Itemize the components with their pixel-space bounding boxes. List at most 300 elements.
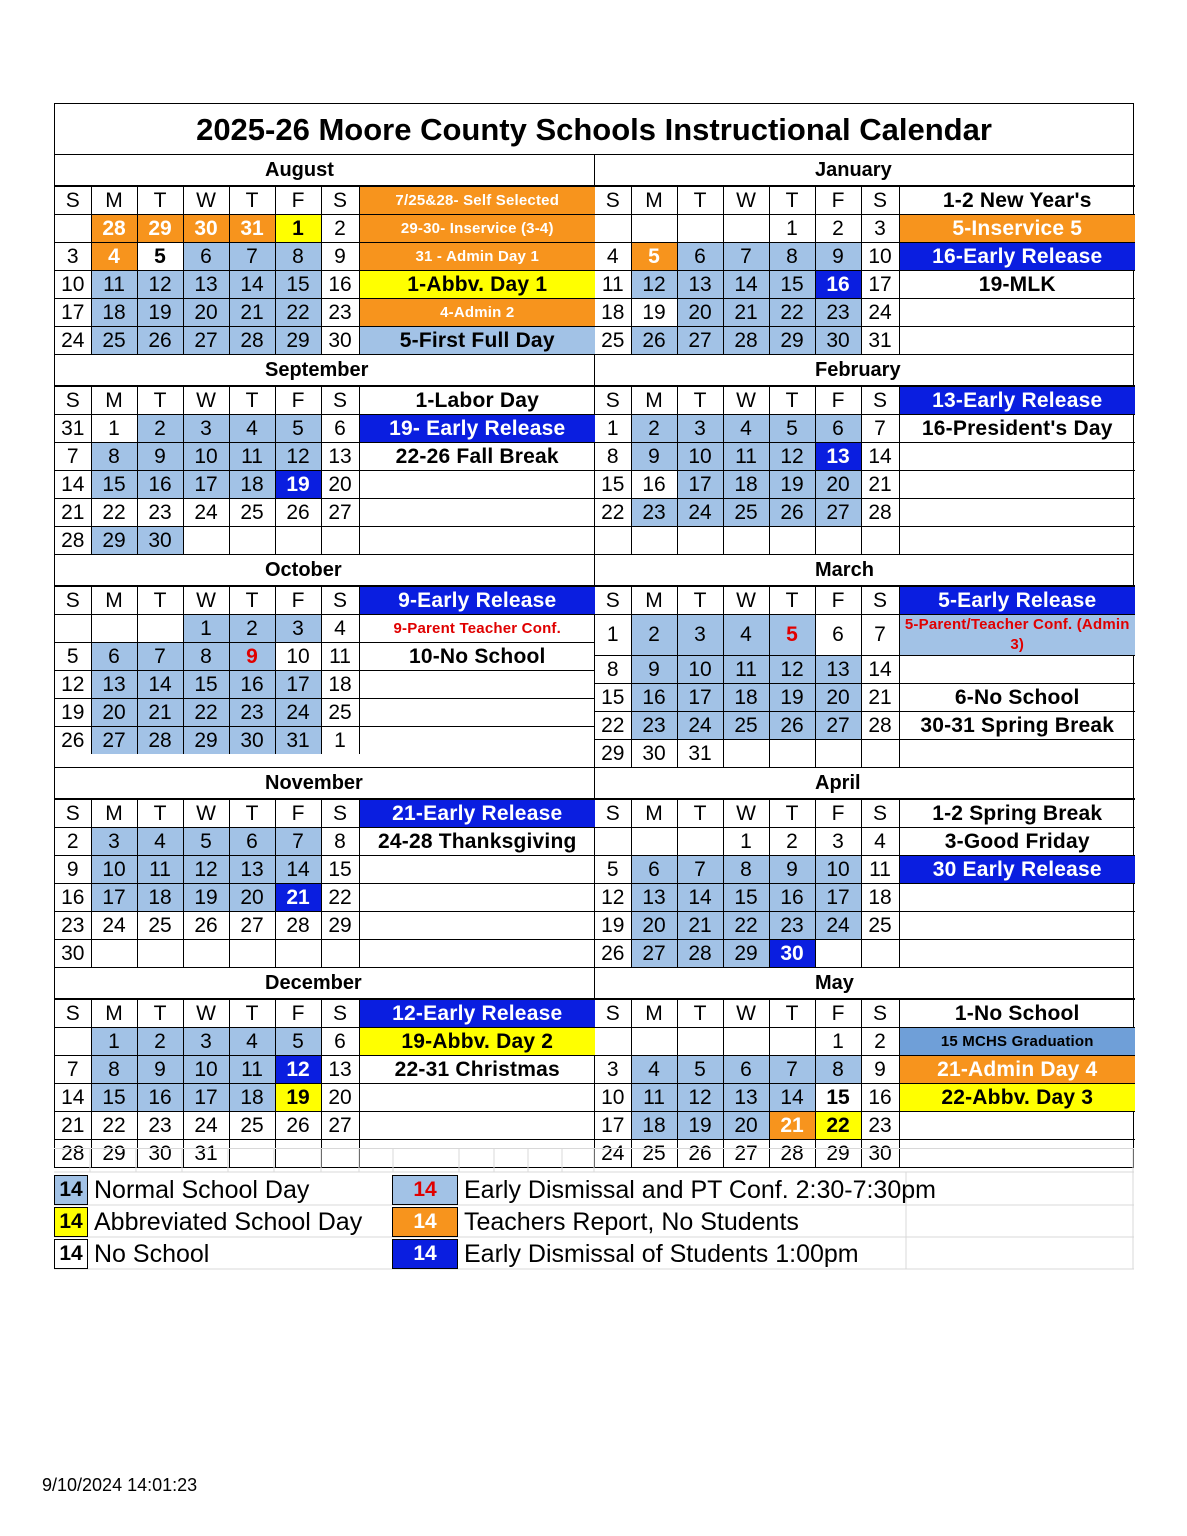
weekday-header: F [815,387,861,415]
day-cell: 13 [677,271,723,299]
day-cell: 27 [183,327,229,355]
weekday-header: T [137,387,183,415]
day-cell: 10 [55,271,91,299]
day-cell: 4 [723,615,769,656]
day-cell: 16 [321,271,359,299]
event-note: 3-Good Friday [899,828,1135,856]
event-note: 22-26 Fall Break [359,443,595,471]
day-cell: 15 [595,684,631,712]
day-cell: 12 [55,671,91,699]
day-cell: 12 [769,656,815,684]
day-cell: 20 [229,884,275,912]
day-cell: 6 [229,828,275,856]
event-note [899,443,1135,471]
day-cell [183,940,229,968]
day-cell: 15 [91,1084,137,1112]
day-cell: 24 [275,699,321,727]
day-cell: 18 [137,884,183,912]
day-cell [723,215,769,243]
day-cell: 12 [275,443,321,471]
day-cell: 11 [723,656,769,684]
day-cell [229,527,275,555]
day-cell: 16 [137,1084,183,1112]
day-cell: 5 [55,643,91,671]
event-note: 5-Parent/Teacher Conf. (Admin 3) [899,615,1135,656]
day-cell: 22 [769,299,815,327]
day-cell [815,940,861,968]
weekday-header: W [723,800,769,828]
month-block [595,968,1135,1167]
legend-swatch: 14 [392,1207,458,1237]
day-cell: 19 [55,699,91,727]
day-cell: 25 [229,499,275,527]
day-cell: 31 [677,740,723,768]
month-block [55,355,595,554]
day-cell: 24 [595,1140,631,1168]
day-cell: 27 [631,940,677,968]
day-cell: 16 [229,671,275,699]
weekday-header: W [183,800,229,828]
day-cell: 24 [861,299,899,327]
day-cell: 18 [723,471,769,499]
weekday-header: T [769,587,815,615]
event-note: 5-Early Release [899,587,1135,615]
calendar-sheet [54,103,1134,1168]
legend-item-teachers [392,1207,799,1237]
day-cell: 30 [137,527,183,555]
event-note [359,671,595,699]
day-cell: 26 [769,712,815,740]
day-cell: 10 [861,243,899,271]
day-cell: 28 [723,327,769,355]
day-cell: 23 [815,299,861,327]
day-cell: 3 [677,415,723,443]
day-cell: 21 [275,884,321,912]
day-cell: 7 [861,615,899,656]
day-cell: 6 [815,615,861,656]
weekday-header: M [91,1000,137,1028]
day-cell: 19 [631,299,677,327]
day-cell: 24 [677,499,723,527]
day-cell: 17 [677,471,723,499]
day-cell: 5 [137,243,183,271]
event-note [359,699,595,727]
day-cell: 28 [55,527,91,555]
day-cell: 30 [769,940,815,968]
day-cell: 8 [321,828,359,856]
month-block [55,555,595,767]
day-cell: 11 [861,856,899,884]
event-note [899,912,1135,940]
event-note: 13-Early Release [899,387,1135,415]
weekday-header: S [861,187,899,215]
day-cell: 26 [275,499,321,527]
weekday-header: W [723,387,769,415]
weekday-header: M [631,1000,677,1028]
day-cell: 30 [631,740,677,768]
day-cell: 1 [321,727,359,755]
day-cell: 5 [275,1028,321,1056]
weekday-header: S [321,800,359,828]
day-cell: 14 [677,884,723,912]
day-cell: 20 [631,912,677,940]
day-cell [137,940,183,968]
day-cell: 7 [677,856,723,884]
day-cell: 9 [229,643,275,671]
day-cell [815,527,861,555]
day-cell: 15 [769,271,815,299]
day-cell: 3 [815,828,861,856]
day-cell [91,940,137,968]
month-name: April [815,772,861,794]
day-cell: 6 [631,856,677,884]
day-cell: 5 [769,615,815,656]
day-cell: 18 [723,684,769,712]
legend-label: Early Dismissal of Students 1:00pm [464,1239,859,1268]
day-cell: 21 [861,684,899,712]
event-note: 9-Early Release [359,587,595,615]
month-header [55,355,594,386]
day-cell [769,740,815,768]
day-cell [677,215,723,243]
day-cell [677,828,723,856]
day-cell [815,740,861,768]
day-cell: 22 [815,1112,861,1140]
day-cell: 6 [723,1056,769,1084]
month-name: October [265,559,342,581]
day-cell: 29 [137,215,183,243]
weekday-header: M [631,387,677,415]
day-cell: 13 [815,443,861,471]
day-cell: 14 [55,1084,91,1112]
weekday-header: T [229,587,275,615]
day-cell: 18 [229,1084,275,1112]
day-cell: 15 [723,884,769,912]
day-cell: 26 [595,940,631,968]
day-cell: 13 [321,1056,359,1084]
day-cell: 29 [91,527,137,555]
day-cell: 12 [137,271,183,299]
day-cell: 13 [631,884,677,912]
day-cell: 23 [137,499,183,527]
legend-label: Early Dismissal and PT Conf. 2:30-7:30pm [464,1175,936,1204]
weekday-header: T [229,387,275,415]
day-cell: 30 [183,215,229,243]
day-cell: 2 [137,415,183,443]
weekday-header: M [91,587,137,615]
weekday-header: M [91,800,137,828]
day-cell: 8 [595,443,631,471]
day-cell: 29 [815,1140,861,1168]
day-cell [275,527,321,555]
day-cell: 17 [91,884,137,912]
legend-swatch: 14 [392,1239,458,1269]
event-note: 22-31 Christmas [359,1056,595,1084]
weekday-header: W [723,187,769,215]
weekday-header: F [815,1000,861,1028]
day-cell: 14 [769,1084,815,1112]
day-cell: 11 [321,643,359,671]
day-cell: 15 [321,856,359,884]
weekday-header: T [769,800,815,828]
day-cell: 30 [861,1140,899,1168]
day-cell: 7 [723,243,769,271]
day-cell: 1 [595,615,631,656]
event-note: 9-Parent Teacher Conf. [359,615,595,643]
month-header [55,968,594,999]
weekday-header: S [595,387,631,415]
day-cell: 10 [677,443,723,471]
month-block [595,555,1135,767]
event-note: 21-Early Release [359,800,595,828]
day-cell: 10 [595,1084,631,1112]
day-cell: 17 [183,471,229,499]
event-note [899,884,1135,912]
day-cell: 24 [55,327,91,355]
day-cell: 16 [631,684,677,712]
weekday-header: T [769,187,815,215]
day-cell: 26 [631,327,677,355]
day-cell: 14 [229,271,275,299]
day-cell: 13 [91,671,137,699]
weekday-header: M [91,187,137,215]
weekday-header: T [677,800,723,828]
weekday-header: M [631,587,677,615]
day-cell: 19 [275,1084,321,1112]
day-cell: 6 [321,1028,359,1056]
day-cell: 8 [595,656,631,684]
day-cell: 30 [815,327,861,355]
day-cell: 26 [769,499,815,527]
event-note: 5-Inservice 5 [899,215,1135,243]
day-cell: 14 [861,656,899,684]
day-cell: 7 [55,443,91,471]
weekday-header: S [55,187,91,215]
day-cell: 23 [55,912,91,940]
event-note [359,499,595,527]
weekday-header: T [137,1000,183,1028]
day-cell: 5 [183,828,229,856]
day-cell: 14 [275,856,321,884]
day-cell: 21 [137,699,183,727]
day-cell: 17 [861,271,899,299]
day-cell: 24 [183,499,229,527]
day-cell: 30 [137,1140,183,1168]
day-cell: 20 [91,699,137,727]
weekday-header: W [183,187,229,215]
day-cell: 20 [321,1084,359,1112]
day-cell: 1 [91,415,137,443]
day-cell: 23 [229,699,275,727]
day-cell [91,615,137,643]
month-block [595,768,1135,967]
event-note: 22-Abbv. Day 3 [899,1084,1135,1112]
weekday-header: W [723,1000,769,1028]
event-note [899,327,1135,355]
day-cell [595,215,631,243]
day-cell: 19 [595,912,631,940]
weekday-header: T [229,1000,275,1028]
weekday-header: T [769,387,815,415]
weekday-header: F [815,587,861,615]
weekday-header: S [595,187,631,215]
day-cell: 22 [321,884,359,912]
day-cell: 6 [183,243,229,271]
day-cell: 16 [861,1084,899,1112]
legend-swatch: 14 [54,1207,88,1237]
day-cell: 27 [321,499,359,527]
weekday-header: T [229,187,275,215]
day-cell: 8 [91,1056,137,1084]
day-cell: 10 [275,643,321,671]
event-note: 16-President's Day [899,415,1135,443]
day-cell: 12 [595,884,631,912]
day-cell: 28 [861,712,899,740]
day-cell: 15 [595,471,631,499]
event-note: 31 - Admin Day 1 [359,243,595,271]
day-cell: 23 [631,499,677,527]
day-cell: 9 [861,1056,899,1084]
day-cell: 19 [769,684,815,712]
day-cell: 13 [229,856,275,884]
day-cell: 4 [229,415,275,443]
day-cell: 19 [677,1112,723,1140]
day-cell: 22 [91,1112,137,1140]
weekday-header: T [137,800,183,828]
day-cell: 11 [91,271,137,299]
weekday-header: S [861,387,899,415]
event-note [899,299,1135,327]
day-cell: 9 [631,656,677,684]
day-cell: 17 [815,884,861,912]
day-cell: 30 [321,327,359,355]
day-cell: 19 [275,471,321,499]
day-cell: 3 [91,828,137,856]
day-cell: 26 [183,912,229,940]
day-cell: 21 [229,299,275,327]
month-block [595,155,1135,354]
weekday-header: W [723,587,769,615]
day-cell: 29 [723,940,769,968]
weekday-header: T [677,187,723,215]
day-cell: 25 [631,1140,677,1168]
event-note [899,656,1135,684]
day-cell: 29 [595,740,631,768]
day-cell: 23 [861,1112,899,1140]
legend-label: No School [94,1239,210,1268]
event-note [359,884,595,912]
day-cell: 16 [631,471,677,499]
day-cell [723,527,769,555]
weekday-header: T [137,587,183,615]
day-cell: 20 [183,299,229,327]
weekday-header: M [631,187,677,215]
month-header [595,355,1135,386]
day-cell: 9 [55,856,91,884]
event-note [899,1112,1135,1140]
event-note: 4-Admin 2 [359,299,595,327]
day-cell: 2 [55,828,91,856]
day-cell: 23 [631,712,677,740]
day-cell: 28 [137,727,183,755]
day-cell: 1 [815,1028,861,1056]
day-cell: 31 [275,727,321,755]
weekday-header: F [815,800,861,828]
day-cell [631,215,677,243]
day-cell: 22 [595,499,631,527]
day-cell: 1 [275,215,321,243]
month-block [55,968,595,1167]
day-cell: 9 [321,243,359,271]
day-cell: 2 [815,215,861,243]
event-note [359,527,595,555]
day-cell: 9 [769,856,815,884]
weekday-header: S [861,800,899,828]
day-cell: 15 [815,1084,861,1112]
day-cell: 24 [677,712,723,740]
weekday-header: S [861,1000,899,1028]
legend-item-early [392,1239,859,1269]
day-cell: 8 [275,243,321,271]
day-cell [321,940,359,968]
event-note: 10-No School [359,643,595,671]
day-cell: 31 [183,1140,229,1168]
month-name: January [815,159,892,181]
month-header [595,968,1135,999]
day-cell: 7 [275,828,321,856]
day-cell: 25 [861,912,899,940]
day-cell: 21 [723,299,769,327]
legend-swatch: 14 [54,1239,88,1269]
event-note: 1-Labor Day [359,387,595,415]
day-cell: 17 [595,1112,631,1140]
event-note: 30-31 Spring Break [899,712,1135,740]
day-cell: 8 [769,243,815,271]
day-cell: 10 [815,856,861,884]
event-note [359,727,595,755]
day-cell: 17 [275,671,321,699]
month-name: August [265,159,334,181]
event-note: 19- Early Release [359,415,595,443]
weekday-header: F [275,187,321,215]
event-note: 19-MLK [899,271,1135,299]
day-cell: 16 [55,884,91,912]
day-cell: 21 [769,1112,815,1140]
legend-item-normal [54,1175,309,1205]
day-cell: 17 [183,1084,229,1112]
day-cell: 8 [723,856,769,884]
event-note [359,471,595,499]
day-cell [723,1028,769,1056]
day-cell: 22 [183,699,229,727]
day-cell: 2 [861,1028,899,1056]
weekday-header: F [275,1000,321,1028]
day-cell: 12 [183,856,229,884]
event-note: 6-No School [899,684,1135,712]
day-cell: 27 [815,712,861,740]
day-cell: 12 [769,443,815,471]
legend-swatch: 14 [392,1175,458,1205]
day-cell [137,615,183,643]
day-cell: 28 [91,215,137,243]
day-cell: 4 [595,243,631,271]
weekday-header: W [183,1000,229,1028]
weekday-header: F [275,800,321,828]
event-note: 21-Admin Day 4 [899,1056,1135,1084]
day-cell: 25 [91,327,137,355]
day-cell: 26 [275,1112,321,1140]
day-cell: 4 [321,615,359,643]
